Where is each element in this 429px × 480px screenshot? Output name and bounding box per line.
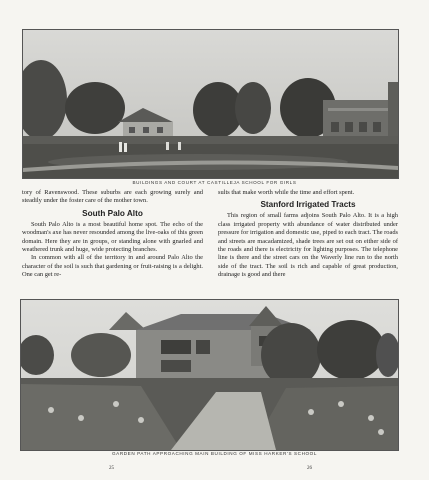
page-number-left: 25 — [109, 466, 114, 471]
top-photo-caption: BUILDINGS AND COURT AT CASTILLEJA SCHOOL FOR GIRLS — [132, 180, 297, 185]
page-number-right: 26 — [307, 466, 312, 471]
south-palo-alto-paragraph-2: In common with all of the territory in and around Palo Alto the character of the soil is such that gardening or fruit-raising is a delight. One can get re- — [22, 254, 203, 279]
heading-stanford-irrigated-tracts: Stanford Irrigated Tracts — [260, 200, 356, 210]
right-continued-text: sults that make worth while the time and effort spent. — [218, 189, 355, 196]
south-palo-alto-paragraph-1: South Palo Alto is a most beautiful home spot. The echo of the woodman's axe has never resounded among the live-oaks of this green domain. Here they are in groups, or standing alone with gnarled and weathered trunk and huge, wide protecting branches. — [22, 220, 203, 254]
heading-south-palo-alto: South Palo Alto — [82, 208, 143, 218]
stanford-tracts-paragraph-1: This region of small farms adjoins South Palo Alto. It is a high class irrigated property with abundance of water distributed under pressure for irrigation and domestic use, piped to each tract. The roads and streets are macadamized, shade trees are set out on either side of the roads and there is electricity for lighting purposes. The telephone line is there and the street cars on the Waverly line run to the north side of the tract. The soil is rich and capable of great production, drainage is good and there — [218, 212, 399, 279]
bottom-photo-caption: GARDEN PATH APPROACHING MAIN BUILDING OF MISS HARKER'S SCHOOL — [111, 451, 317, 456]
left-continued-text: tory of Ravenswood. These suburbs are each growing surely and steadily under the foster care of the mother town. — [22, 189, 203, 205]
photo-harker-school-garden — [20, 299, 399, 451]
photo-castilleja-school — [22, 29, 399, 179]
left-text-column — [22, 189, 203, 280]
right-text-column — [218, 189, 398, 280]
